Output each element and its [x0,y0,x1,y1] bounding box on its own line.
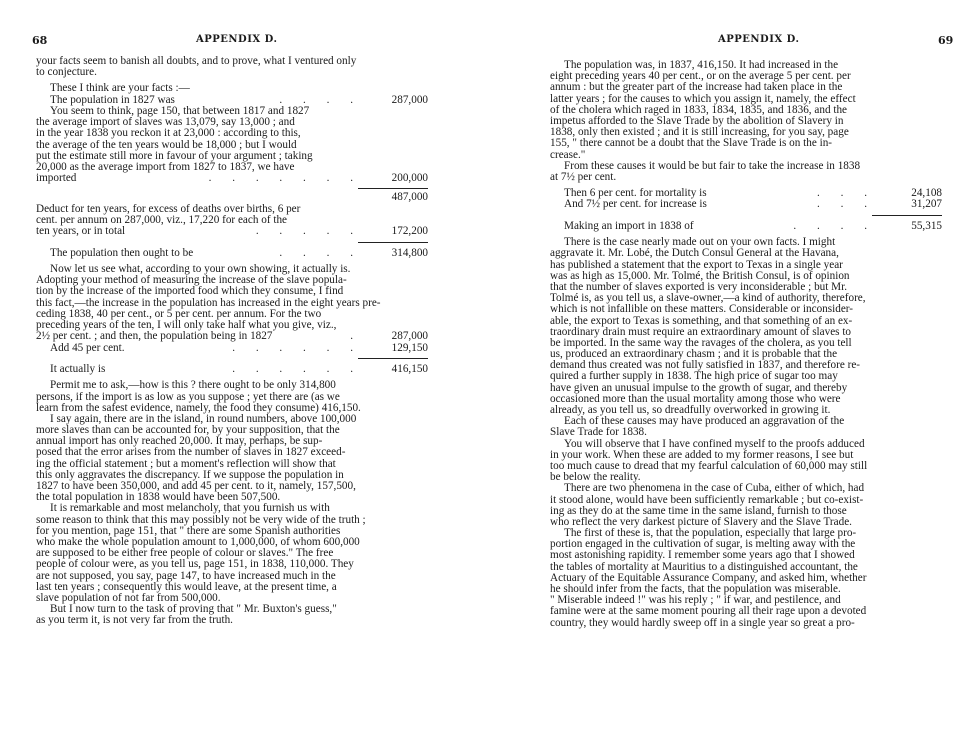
text-line: has published a statement that the export to Texas in a single year [550,259,843,271]
calc-leader: . [350,330,362,343]
text-line: Permit me to ask,—how is this ? there ought to be only 314,800 [50,380,336,392]
text-line: The population was, in 1837, 416,150. It had increased in the [564,60,839,71]
text-line: that the number of slaves exported is very inconsiderable ; but Mr. [550,281,848,293]
calc-row [36,226,428,237]
sum-rule [358,242,428,243]
text-line: But I now turn to the task of proving that " Mr. Buxton's guess," [50,604,337,616]
calc-leader: . . . . . . . [208,172,362,185]
text-line: too much cause to dread that my fearful calculation of 60,000 may still [550,460,868,472]
text-line: persons, if the import is as low as you suppose ; yet there are (as we [36,391,340,403]
text-line: some reason to think that this may possibly not be very wide of the truth ; [36,514,366,526]
paragraph [550,237,942,629]
text-line: aggravate it. Mr. Lobé, the Dutch Consul General at the Havana, [550,248,839,260]
calc-label: imported [36,173,77,185]
text-line: 1827 to have been 350,000, and add 45 per cent. to it, namely, 157,500, [36,481,356,492]
text-line: the tables of mortality at Mauritius to a distinguished accountant, the [550,561,858,573]
text-line: latter years ; for the causes to which you assign it, namely, the effect [550,93,856,105]
paragraph-intro [36,56,428,78]
calc-row [36,173,428,184]
text-line: are supposed to be either free people of colour or slaves." The free [36,548,334,560]
text-line: It is remarkable and most melancholy, that you furnish us with [50,503,330,515]
text-line: 20,000 as the average import from 1827 to 1837, we have [36,161,295,173]
calc-row [36,331,428,342]
calc-row [550,199,942,210]
calc-row [36,248,428,259]
text-line: The first of these is, that the population, especially that large pro- [564,528,857,540]
text-line: in your work. When these are added to my former reasons, I see but [550,449,854,461]
text-line: for you mention, page 151, that " there are some Spanish authorities [36,525,341,537]
text-line: quired a further supply in 1838. The high price of sugar too may [550,371,838,383]
calc-label: Add 45 per cent. [50,342,125,354]
sum-rule [358,188,428,189]
text-line: Each of these causes may have produced an aggravation of the [564,416,845,428]
page-number: 68 [32,34,48,47]
text-line: this fact,—the increase in the population has increased in the eight years pre- [36,297,381,309]
sum-rule [872,215,942,216]
text-line: slave population of not far from 500,000. [36,592,221,604]
text-line: posed that the error arises from the number of slaves in 1827 exceed- [36,447,346,459]
calc-label: And 7½ per cent. for increase is [564,199,707,211]
calc-amount: 24,108 [911,187,942,200]
text-line: tion by the increase of the imported food which they consume, I find [36,286,344,298]
calc-row [36,192,428,203]
calc-leader: . . . [817,198,876,211]
text-line: last ten years ; consequently this would leave, at the present time, a [36,581,337,593]
calc-row [36,364,428,375]
paragraph [550,60,942,183]
text-line: ing the official statement ; but a moment's reflection will show that [36,458,336,470]
text-line: are not supposed, you say, page 147, to have increased much in the [36,570,336,582]
text-line: ceding 1838, 40 per cent., or 5 per cent. per annum. For the two [36,308,322,320]
text-line: annual import has only reached 20,000. It may, perhaps, be sup- [36,436,323,448]
calc-amount: 287,000 [391,93,428,106]
text-line: be imported. In the same way the ravages of the cholera, as you tell [550,337,852,349]
text-line: people of colour were, as you tell us, page 151, in 1838, 110,000. They [36,559,354,571]
text-line: There is the case nearly made out on your own facts. I might [564,237,836,249]
text-line: it stood alone, would have been sufficiently remarkable ; but co-exist- [550,494,864,506]
text-line: eight preceding years 40 per cent., or on the average 5 per cent. per [550,71,851,83]
calc-amount: 487,000 [391,191,428,204]
calc-label: It actually is [50,363,106,375]
text-line: 1838, only then existed ; and it is still increasing, for you say, page [550,127,849,139]
calc-label: The population then ought to be [50,247,194,259]
paragraph [36,380,428,626]
text-line: learn from the safest evidence, namely, the food they consume) 416,150. [36,402,361,414]
text-line: Now let us see what, according to your own showing, it actually is. [50,264,351,276]
text-line: preceding years of the ten, I will only take half what you give, viz., [36,319,337,331]
calc-leader: . . . . [793,219,876,232]
text-line: was as high as 15,000. Mr. Tolmé, the British Consul, is of opinion [550,270,850,282]
text-line: Slave Trade for 1838. [550,427,647,439]
left-body [36,56,428,626]
text-line: You will observe that I have confined myself to the proofs adduced [564,438,865,450]
text-line: us, produced an extraordinary chasm ; and it is probable that the [550,349,838,361]
text-line: to conjecture. [36,67,97,79]
text-line: There are two phenomena in the case of Cuba, either of which, had [564,483,865,495]
text-line: occasioned more than the usual mortality among those who were [550,393,841,405]
text-line: most astonishing rapidity. I remember some years ago that I showed [550,550,855,562]
text-line: impetus afforded to the Slave Trade by the abolition of Slavery in [550,115,844,127]
paragraph [36,204,428,226]
text-line: already, as you tell us, so dreadfully overworked in growing it. [550,405,831,417]
text-line: in the year 1838 you reckon it at 23,000 : according to this, [36,128,301,140]
page-number: 69 [938,34,954,47]
calc-row [36,95,428,106]
calc-label: The population in 1827 was [50,94,175,106]
right-page [490,0,980,744]
calc-amount: 314,800 [391,246,428,259]
calc-leader: . . . . [279,93,362,106]
text-line: put the estimate still more in favour of your argument ; taking [36,150,313,162]
text-line: the total population in 1838 would have been 507,500. [36,492,281,504]
sum-rule [358,358,428,359]
calc-row [550,188,942,199]
calc-amount: 200,000 [391,172,428,185]
text-line: your facts seem to banish all doubts, and to prove, what I ventured only [36,56,357,67]
text-line: be below the reality. [550,472,641,484]
calc-row [550,221,942,232]
text-line: have given an unusual impulse to the growth of sugar, and thereby [550,382,848,394]
calc-label: Then 6 per cent. for mortality is [564,188,707,200]
text-line: Adopting your method of measuring the increase of the slave popula- [36,275,347,287]
paragraph [36,106,428,173]
text-line: at 7½ per cent. [550,171,617,183]
text-line: Tolmé is, as you tell us, a slave-owner,—a kind of authority, therefore, [550,293,866,305]
calc-amount: 172,200 [391,225,428,238]
text-line: From these causes it would be but fair to take the increase in 1838 [564,160,861,172]
calc-label: 2½ per cent. ; and then, the population being in 1827 [36,331,273,343]
calc-label: Making an import in 1838 of [564,220,694,232]
calc-amount: 416,150 [391,362,428,375]
text-line: demand thus created was not fully satisfied in 1837, and therefore re- [550,360,861,372]
text-line: ing as they do at the same time in the same island, furnish to those [550,505,847,517]
calc-leader: . . . [817,187,876,200]
text-line: the average of the ten years would be 18,000 ; but I would [36,139,297,151]
text-line: he should infer from the facts, that the population was miserable. [550,584,841,596]
text-line: this only aggravates the discrepancy. If we suppose the population in [36,469,344,481]
text-line: Actuary of the Equitable Assurance Company, and asked him, whether [550,572,867,584]
text-line: the average import of slaves was 13,079, say 13,000 ; and [36,117,295,129]
text-line: of the cholera which raged in 1833, 1834, 1835, and 1836, and the [550,104,848,116]
text-line: Deduct for ten years, for excess of deaths over births, 6 per [36,203,301,215]
text-line: You seem to think, page 150, that between 1817 and 1827 [50,105,310,117]
text-line: cent. per annum on 287,000, viz., 17,220 for each of the [36,215,288,227]
calc-amount: 31,207 [911,198,942,211]
calc-amount: 287,000 [391,330,428,343]
right-body [550,60,942,629]
calc-row [36,343,428,354]
text-line: country, they would hardly sweep off in a single year so great a pro- [550,617,855,629]
text-line: portion engaged in the cultivation of sugar, is melting away with the [550,539,856,551]
calc-amount: 55,315 [911,219,942,232]
calc-amount: 129,150 [391,341,428,354]
text-line: able, the export to Texas is something, and that something of an ex- [550,315,853,327]
text-line: traordinary drain must require an extraordinary amount of slaves to [550,326,852,338]
text-line: which is not infallible on these matters. Considerable or inconsider- [550,304,854,316]
text-line: I say again, there are in the island, in round numbers, above 100,000 [50,413,357,425]
text-line: who reflect the very darkest picture of Slavery and the Slave Trade. [550,516,852,528]
text-line: annum : but the greater part of the increase had taken place in the [550,82,843,94]
text-line: as you term it, is not very far from the truth. [36,615,233,627]
text-line: more slaves than can be accounted for, by your supposition, that the [36,425,340,437]
running-header: APPENDIX D. [718,34,800,45]
calc-label [36,192,362,203]
text-line: 155, " there cannot be a doubt that the Slave Trade is on the in- [550,138,833,150]
text-line: famine were at the same moment pouring all their rage upon a devoted [550,606,867,618]
running-header: APPENDIX D. [196,34,278,45]
text-line: These I think are your facts :— [50,83,190,95]
text-line: who make the whole population amount to 1,000,000, of whom 600,000 [36,536,360,548]
calc-leader: . . . . . . [232,362,362,375]
calc-leader: . . . . . . [232,341,362,354]
text-line: crease." [550,149,586,161]
text-line: " Miserable indeed !" was his reply ; " if war, and pestilence, and [550,595,841,607]
calc-leader: . . . . [279,246,362,259]
calc-label: ten years, or in total [36,226,126,238]
calc-leader: . . . . . [255,225,362,238]
paragraph [36,264,428,331]
